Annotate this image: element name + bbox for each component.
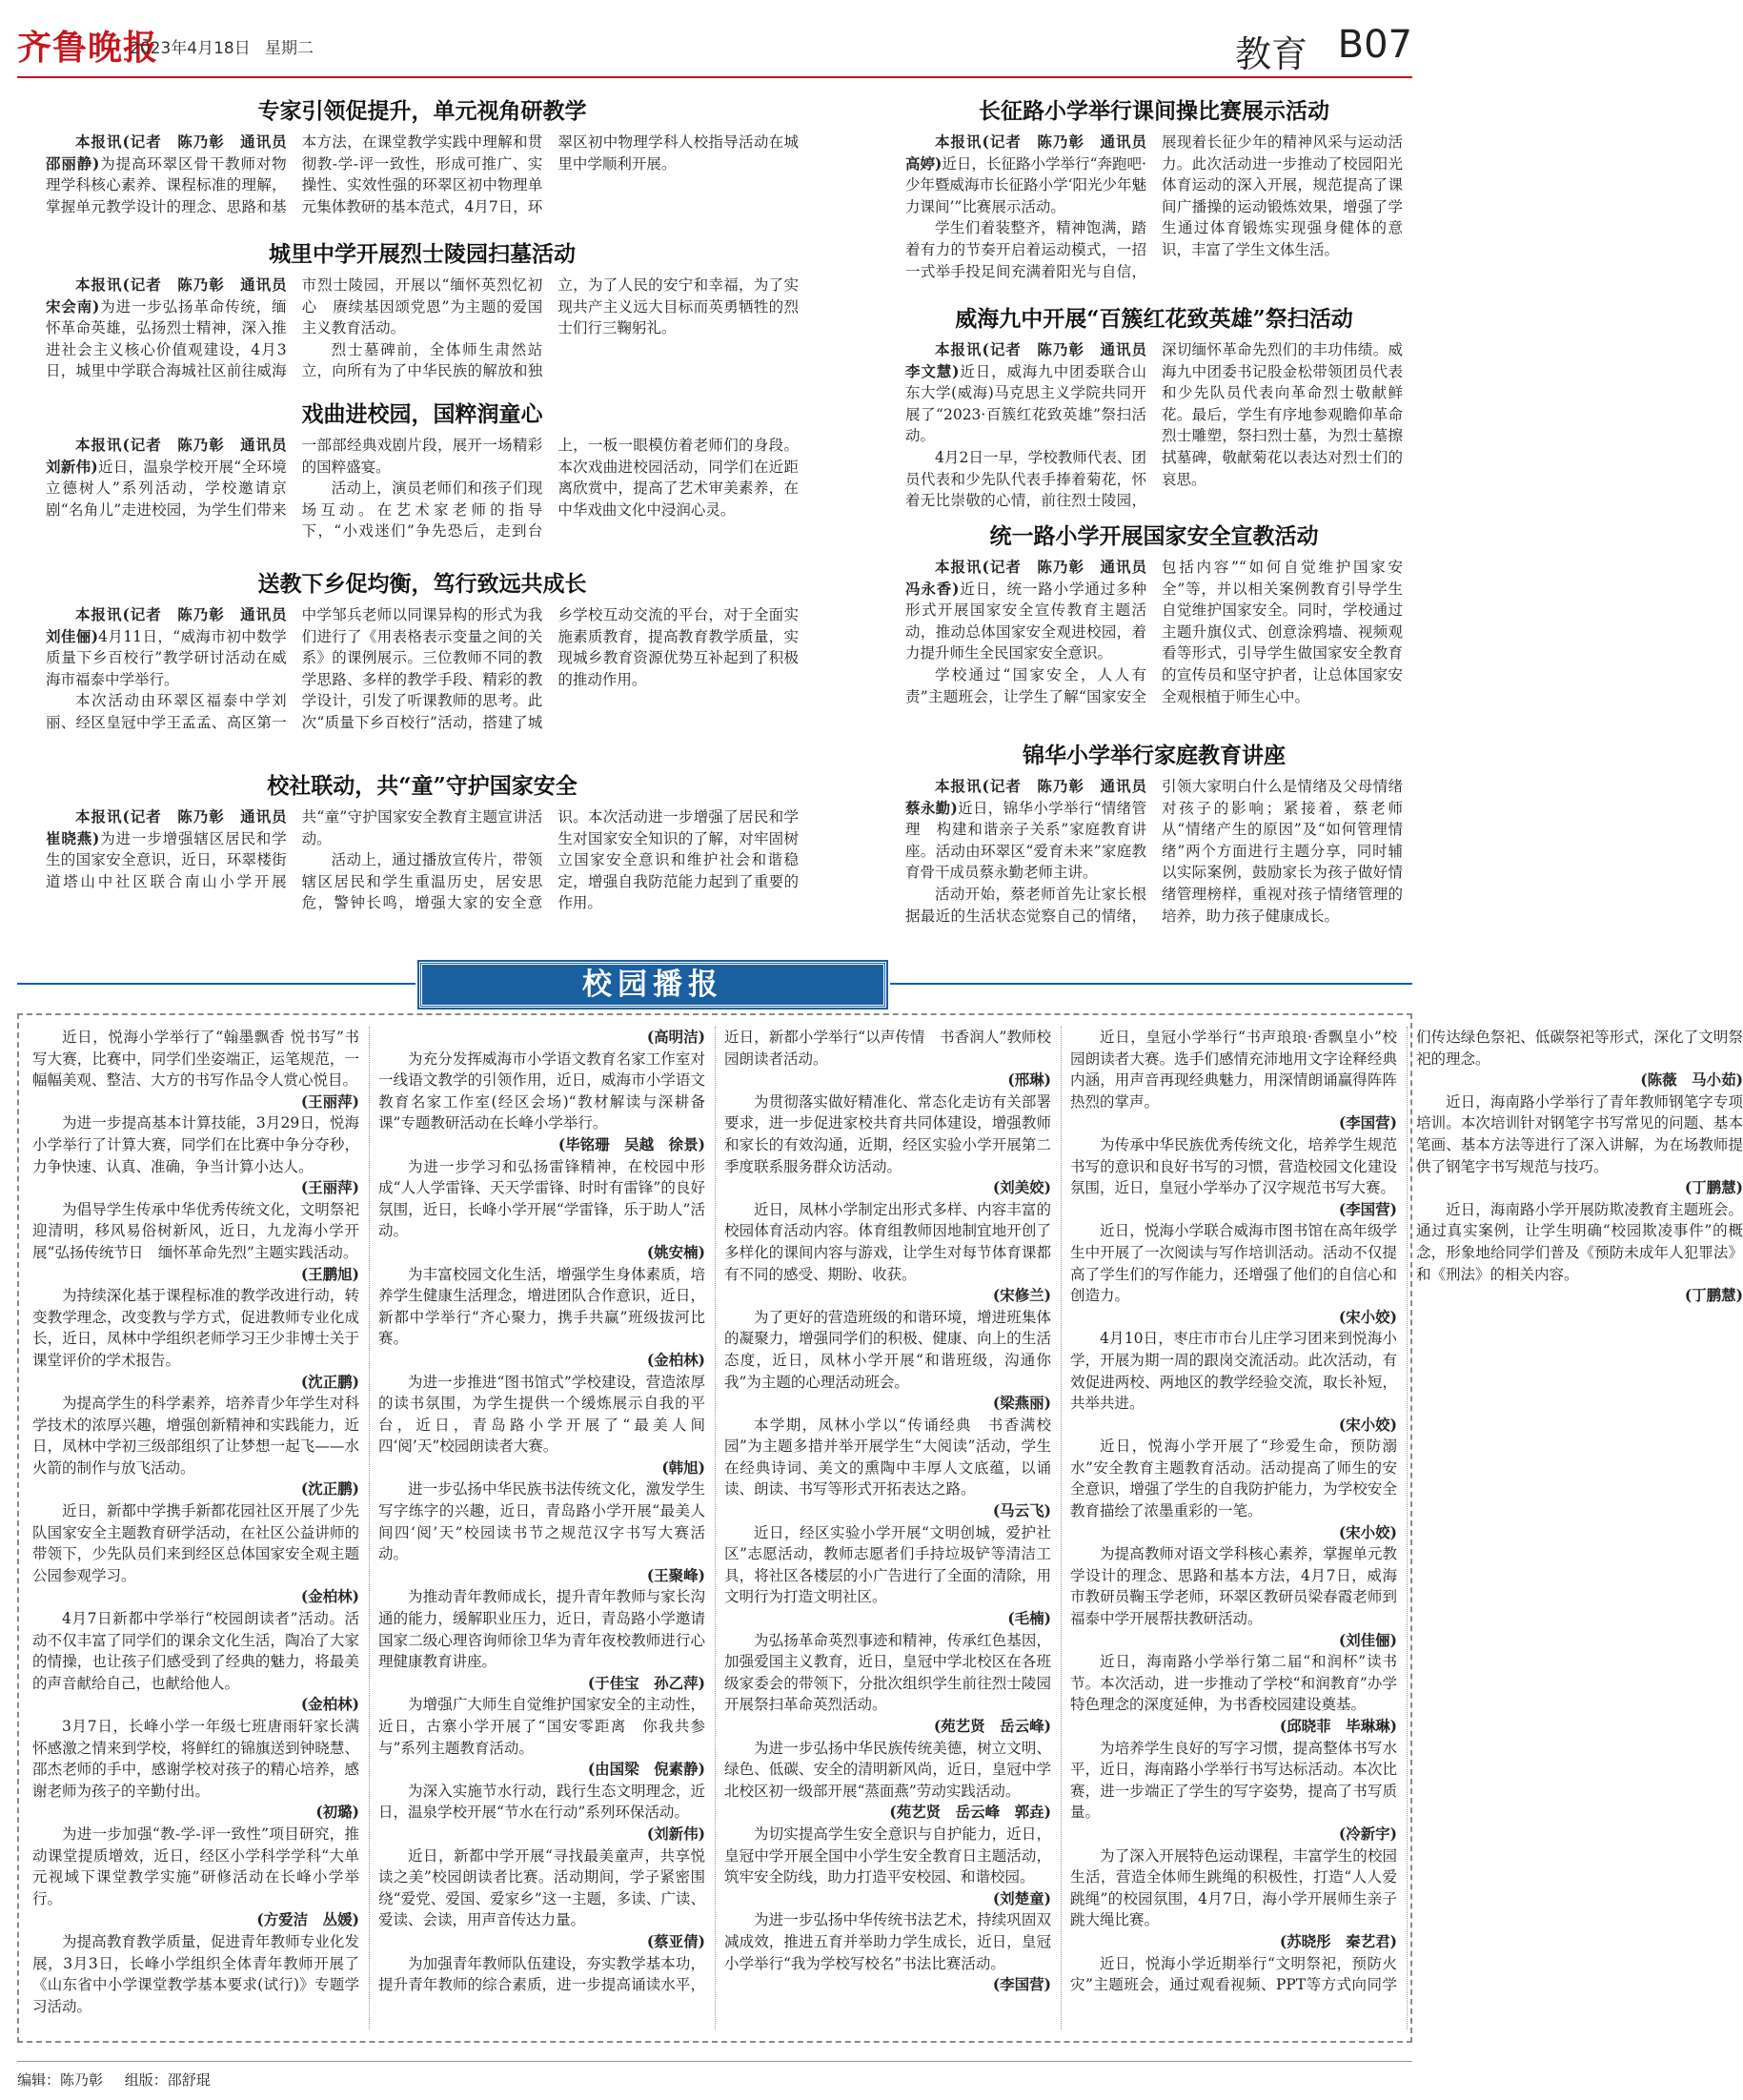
brief-text: 为增强广大师生自觉维护国家安全的主动性，近日，古寨小学开展了“国安零距离 你我共参与”系列主题教育活动。 [378,1696,705,1757]
brief-text: 近日，皇冠小学举行“书声琅琅·香飘皇小”校园朗读者大赛。选手们感情充沛地用文字诠释经典内涵，用声音再现经典魅力，用深情朗诵赢得阵阵热烈的掌声。 [1070,1029,1397,1111]
brief-text: 为提高学生的科学素养，培养青少年学生对科学技术的浓厚兴趣，增强创新精神和实践能力，近日，凤林中学初三级部组织了让梦想一起飞——水火箭的制作与放飞活动。 [32,1395,359,1477]
brief-item [378,1049,705,1156]
article-paragraph: 学生们着装整齐，精神饱满，踏着有力的节奏开启着运动模式，一招一式举手投足间充满着阳光与自信，展现着长征少年的精神风采与运动活力。此次活动进一步推动了校园阳光体育运动的深入开展，规范提高了课间广播操的运动锻炼效果，增强了学生通过体育锻炼实现强身健体的意识，丰富了学生文体生活。 [905,133,1403,280]
brief-author: (方爱洁 丛媛) [256,1910,359,1929]
brief-item [1070,1134,1397,1220]
newspaper-logo: 齐鲁晚报 [17,28,159,68]
masthead [17,15,1412,75]
article-headline: 威海九中开展“百簇红花致英雄”祭扫活动 [955,306,1353,332]
brief-text: 近日，悦海小学开展了“珍爱生命，预防溺水”安全教育主题教育活动。活动提高了师生的安全意识，增强了学生的自我防护能力，为学校安全教育描绘了浓墨重彩的一笔。 [1070,1437,1397,1520]
article [46,398,799,568]
brief-text: 近日，悦海小学联合威海市图书馆在高年级学生中开展了一次阅读与写作培训活动。活动不仅提高了学生们的写作能力，还增强了他们的自信心和创造力。 [1070,1222,1397,1305]
brief-text: 近日，新都中学携手新都花园社区开展了少先队国家安全主题教育研学活动，在社区公益讲师的带领下，少先队员们来到经区总体国家安全观主题公园参观学习。 [32,1502,359,1584]
brief-text: 近日，经区实验小学开展“文明创城，爱护社区”志愿活动，教师志愿者们手持垃圾铲等清洁工具，将社区各楼层的小广告进行了全面的清除，用文明行为打造文明社区。 [724,1523,1051,1606]
article-body [905,557,1403,707]
article-paragraph [905,132,1162,217]
article-text: 近日，锦华小学举行“情绪管理 构建和谐亲子关系”家庭教育讲座。活动由环翠区“爱育未来”家庭教育骨干成员蔡永勤老师主讲。 [905,799,1146,882]
article-headline: 统一路小学开展国家安全宣教活动 [989,523,1319,549]
brief-item [378,1156,705,1264]
brief-text: 为进一步弘扬中华传统书法艺术，持续巩固双减成效，推进五育并举助力学生成长，近日，皇冠小学举行“我为学校写校名”书法比赛活动。 [724,1911,1051,1972]
brief-author: (由国梁 倪素静) [587,1760,705,1779]
brief-text: 近日，新都中学开展“寻找最美童声，共享悦读之美”校园朗读者比赛。活动期间，学子紧密围绕“爱党、爱国、爱家乡”这一主题，多读、广读、爱读、会读，用声音传达力量。 [378,1846,705,1929]
article-headline: 送教下乡促均衡，笃行致远共成长 [257,571,587,597]
brief-author: (丁鹏慧) [1684,1286,1743,1305]
article-paragraph [46,132,799,217]
brief-author: (冷新宇) [1338,1824,1397,1843]
article-body [46,806,799,914]
brief-text: 3月7日，长峰小学一年级七班唐雨轩家长满怀感激之情来到学校，将鲜红的锦旗送到钟晓慧、邵杰老师的手中，感谢学校对孩子的精心培养，感谢老师为孩子的辛勤付出。 [32,1718,359,1800]
brief-author: (李国营) [1338,1113,1397,1132]
article [905,520,1403,740]
article-paragraph: 活动开始，蔡老师首先让家长根据最近的生活状态觉察自己的情绪，引领大家明白什么是情绪及父母情绪对孩子的影响；紧接着，蔡老师从“情绪产生的原因”及“如何管理情绪”两个方面进行主题分享，同时辅以实际案例，鼓励家长为孩子做好情绪管理榜样，重视对孩子情绪管理的培养，助力孩子健康成长。 [905,778,1403,925]
brief-item [724,1091,1051,1199]
article-text: 为提高环翠区骨干教师对物理学科核心素养、课程标准的理解，掌握单元教学设计的理念、思路和基本方法，在课堂教学实践中理解和贯彻教-学-评一致性，形成可推广、实操性、实效性强的环翠区初中物理单元集体教研的基本范式，4月7日，环翠区初中物理学科人校指导活动在城里中学顺利开展。 [46,133,799,215]
brief-author: (沈正鹏) [300,1372,359,1391]
brief-author: (苑艺贤 岳云峰 郭垚) [889,1803,1051,1822]
page-number: B07 [1337,23,1412,67]
brief-item [378,1845,705,1953]
brief-author: (苏晓彤 秦艺君) [1279,1931,1397,1950]
brief-text: 为弘扬革命英烈事迹和精神，传承红色基因，加强爱国主义教育，近日，皇冠中学北校区在各班级家委会的带领下，分批次组织学生前往烈士陵园开展祭扫革命英烈活动。 [724,1631,1051,1714]
brief-author: (刘佳俪) [1338,1630,1397,1649]
article-byline: 本报讯(记者 陈乃彰 通讯员 李文慧) [905,340,1162,380]
brief-author: (刘楚童) [992,1888,1051,1907]
brief-item [378,1694,705,1780]
article-byline: 本报讯(记者 陈乃彰 通讯员 崔晓燕) [46,807,302,847]
article-body [46,604,799,734]
article-byline: 本报讯(记者 陈乃彰 通讯员 刘佳俪) [46,605,302,645]
brief-text: 为了更好的营造班级的和谐环境，增进班集体的凝聚力，增强同学们的积极、健康、向上的生活态度，近日，凤林小学开展“和谐班级，沟通你我”为主题的心理活动班会。 [724,1308,1051,1391]
brief-author: (刘新伟) [646,1824,705,1843]
article-headline: 专家引领促提升，单元视角研教学 [257,98,587,124]
article [905,95,1403,303]
layout-credit: 组版：邵舒琨 [124,2071,211,2089]
page-footer [17,2061,1412,2090]
article-byline: 本报讯(记者 陈乃彰 通讯员 冯永香) [905,558,1162,598]
brief-item [32,1608,359,1716]
brief-author: (王鹏旭) [300,1264,359,1283]
brief-item [724,1909,1051,1995]
brief-item [1070,1027,1397,1134]
brief-item [1070,1543,1397,1651]
article-paragraph [46,604,302,690]
brief-author: (王丽萍) [300,1091,359,1111]
brief-item [724,1415,1051,1522]
brief-author: (于佳宝 孙乙萍) [587,1673,705,1692]
article-paragraph: 本次活动由环翠区福泰中学刘丽、经区皇冠中学王孟孟、高区第一中学邹兵老师以同课异构的形式为我们进行了《用表格表示变量之间的关系》的课例展示。三位教师不同的教学思路、多样的教学手段、精彩的教学设计，引发了听课教师的思考。此次“质量下乡百校行”活动，搭建了城乡学校互动交流的平台，对于全面实施素质教育，提高教育教学质量，实现城乡教育资源优势互补起到了积极的推动作用。 [46,606,799,731]
article [905,303,1403,520]
brief-text: 为进一步学习和弘扬雷锋精神，在校园中形成“人人学雷锋、天天学雷锋、时时有雷锋”的良好氛围，近日，长峰小学开展“学雷锋，乐于助人”活动。 [378,1157,705,1240]
campus-news-banner: 校园播报 [419,962,886,1008]
article-headline: 城里中学开展烈士陵园扫墓活动 [269,241,576,267]
brief-author: (宋修兰) [992,1286,1051,1305]
brief-item [724,1824,1051,1909]
brief-text: 为提高教师对语文学科核心素养，掌握单元教学设计的理念、思路和基本方法，4月7日，威海市教研员鞠玉学老师，环翠区教研员梁春霞老师到福泰中学开展帮扶教研活动。 [1070,1545,1397,1628]
brief-item [724,1630,1051,1738]
brief-author: (陈薇 马小茹) [1640,1070,1743,1090]
article [46,95,799,238]
brief-text: 为丰富校园文化生活，增强学生身体素质，培养学生健康生活理念，增进团队合作意识，近日，新都中学举行“齐心聚力，携手共赢”班级拔河比赛。 [378,1265,705,1348]
brief-text: 近日，凤林小学制定出形式多样、内容丰富的校园体育活动内容。体育组教师因地制宜地开创了多样化的课间内容与游戏，让学生对每节体育课都有不同的感受、期盼、收获。 [724,1200,1051,1283]
brief-author: (刘美姣) [992,1178,1051,1197]
brief-item [378,1586,705,1694]
article-paragraph [905,776,1162,884]
brief-item [1416,1091,1743,1199]
article-text: 近日，温泉学校开展“全环境立德树人”系列活动，学校邀请京剧“名角儿”走进校园，为学生们带来一部部经典戏剧片段，展开一场精彩的国粹盛宴。 [46,437,543,519]
article [46,238,799,398]
brief-item [724,1522,1051,1630]
brief-text: 为了深入开展特色运动课程，丰富学生的校园生活，营造全体师生跳绳的积极性，打造“人人爱跳绳”的校园氛围，4月7日，海小学开展师生亲子跳大绳比赛。 [1070,1846,1397,1929]
article-headline: 校社联动，共“童”守护国家安全 [267,773,578,799]
brief-item [32,1112,359,1198]
article-body [905,776,1403,927]
masthead-rule [17,76,1412,78]
article-headline: 戏曲进校园，国粹润童心 [301,401,543,427]
article-paragraph [905,557,1162,664]
banner-line-left [17,983,415,985]
brief-author: (金柏林) [300,1587,359,1606]
brief-text: 为加强青年教师队伍建设，夯实教学基本功，提升青年教师的综合素质，进一步提高诵读水平，近日，新都小学举行“以声传情 书香润人”教师校园朗读者活动。 [378,1029,1051,1994]
brief-item [1070,1328,1397,1436]
brief-author: (金柏林) [300,1695,359,1714]
brief-author: (毕铭珊 吴越 徐景) [557,1134,705,1153]
article-text: 近日，威海九中团委联合山东大学(威海)马克思主义学院共同开展了“2023·百簇红花致英雄”祭扫活动。 [905,362,1146,445]
brief-item [378,1372,705,1479]
brief-author: (李国营) [1338,1199,1397,1218]
brief-item [724,1199,1051,1307]
brief-author: (宋小姣) [1338,1522,1397,1541]
article-byline: 本报讯(记者 陈乃彰 通讯员 高婷) [905,133,1162,173]
article-byline: 本报讯(记者 陈乃彰 通讯员 邵丽静) [46,133,302,173]
brief-author: (毛楠) [1007,1609,1051,1628]
brief-item [32,1824,359,1931]
article-paragraph: 学校通过“国家安全，人人有责”主题班会，让学生了解“国家安全包括内容”“如何自觉维护国家安全”等，并以相关案例教育引导学生自觉维护国家安全。同时，学校通过主题升旗仪式、创意涂鸦墙、视频观看等形式，引导学生做国家安全教育的宣传员和坚守护者，让总体国家安全观根植于师生心中。 [905,559,1403,705]
brief-text: 为贯彻落实做好精准化、常态化走访有关部署要求，进一步促进家校共育共同体建设，增强教师和家长的有效沟通，近期，经区实验小学开展第二季度联系服务群众访活动。 [724,1092,1051,1175]
brief-item [1416,1199,1743,1307]
article-text: 为进一步弘扬革命传统，缅怀革命英雄，弘扬烈士精神，深入推进社会主义核心价值观建设，4月3日，城里中学联合海城社区前往威海市烈士陵园，开展以“缅怀英烈忆初心 赓续基因颂党恩”为主题的爱国主义教育活动。 [46,276,543,380]
article-paragraph [905,339,1162,447]
brief-author: (马云飞) [992,1501,1051,1520]
brief-item [724,1738,1051,1824]
brief-text: 为进一步弘扬中华民族传统美德，树立文明、绿色、低碳、安全的清明新风尚，近日，皇冠中学北校区初一级部开展“蒸面燕”劳动实践活动。 [724,1739,1051,1800]
brief-author: (金柏林) [646,1350,705,1369]
article-text: 近日，长征路小学举行“奔跑吧·少年暨威海市长征路小学‘阳光少年魅力课间’”比赛展示活动。 [905,154,1146,215]
article-paragraph: 活动上，演员老师们和孩子们现场互动。在艺术家老师的指导下，“小戏迷们”争先恐后，走到台上，一板一眼模仿着老师们的身段。本次戏曲进校园活动，同学们在近距离欣赏中，提高了艺术审美素养，在中华戏曲文化中浸润心灵。 [301,437,799,540]
brief-item [1070,1845,1397,1953]
article-paragraph: 烈士墓碑前，全体师生肃然站立，向所有为了中华民族的解放和独立，为了人民的安宁和幸福，为了实现共产主义远大目标而英勇牺牲的烈士们行三鞠躬礼。 [301,276,799,380]
brief-author: (姚安楠) [646,1242,705,1261]
article-body [46,132,799,217]
article-body [46,435,799,542]
article-text: 为进一步增强辖区居民和学生的国家安全意识，近日，环翠楼街道塔山中社区联合南山小学开展共“童”守护国家安全教育主题宣讲活动。 [46,808,543,890]
issue-date: 2023年4月18日 [130,39,251,58]
brief-text: 近日，海南路小学举行第二届“和润杯”读书节。本次活动，进一步推动了学校“和润教育”办学特色理念的深度延伸，为书香校园建设奠基。 [1070,1653,1397,1714]
brief-author: (王聚峰) [646,1565,705,1584]
brief-item [32,1027,359,1112]
banner-line-right [890,983,1412,985]
article-body [905,132,1403,282]
brief-text: 4月7日新都中学举行“校园朗读者”活动。活动不仅丰富了同学们的课余文化生活，陶冶了大家的情操，也让孩子们感受到了经典的魅力，将最美的声音献给自己，也献给他人。 [32,1610,359,1692]
brief-text: 4月10日，枣庄市市台儿庄学习团来到悦海小学，开展为期一周的跟岗交流活动。此次活动，有效促进两校、两地区的教学经验交流，取长补短，共举共进。 [1070,1330,1397,1413]
brief-text: 近日，海南路小学开展防欺凌教育主题班会。通过真实案例，让学生明确“校园欺凌事件”的概念，形象地给同学们普及《预防未成年人犯罪法》和《刑法》的相关内容。 [1416,1200,1743,1283]
article [46,568,799,770]
article-body [905,339,1403,512]
brief-author: (沈正鹏) [300,1479,359,1499]
brief-text: 本学期，凤林小学以“传诵经典 书香满校园”为主题多措并举开展学生“大阅读”活动，学生在经典诗词、美文的熏陶中丰厚人文底蕴，以诵读、朗读、书写等形式开拓表达之路。 [724,1416,1051,1499]
brief-text: 为进一步推进“图书馆式”学校建设，营造浓厚的读书氛围，为学生提供一个缓炼展示自我的平台，近日，青岛路小学开展了“最美人间四‘阅’天”校园朗读者大赛。 [378,1373,705,1456]
brief-text: 为进一步提高基本计算技能，3月29日，悦海小学举行了计算大赛，同学们在比赛中争分夺秒，力争快速、认真、准确，争当计算小达人。 [32,1114,359,1175]
brief-author: (苑艺贤 岳云峰) [933,1717,1051,1735]
brief-author: (初璐) [315,1803,359,1822]
brief-item [32,1393,359,1500]
brief-item [1070,1651,1397,1737]
issue-weekday: 星期二 [265,39,314,58]
brief-item [32,1285,359,1393]
brief-item [1070,1738,1397,1845]
brief-item [32,1199,359,1285]
brief-author: (邱晓菲 毕琳琳) [1279,1717,1397,1735]
brief-text: 为提高教育教学质量，促进青年教师专业化发展，3月3日，长峰小学组织全体青年教师开展了《山东省中小学课堂教学基本要求(试行)》专题学习活动。 [32,1932,359,2015]
section-name: 教育 [1234,33,1307,75]
brief-text: 为推动青年教师成长，提升青年教师与家长沟通的能力，缓解职业压力，近日，青岛路小学邀请国家二级心理咨询师徐卫华为青年夜校教师进行心理健康教育讲座。 [378,1588,705,1671]
article-headline: 锦华小学举行家庭教育讲座 [1023,743,1286,768]
brief-item [378,1478,705,1586]
article-paragraph: 活动上，通过播放宣传片，带领辖区居民和学生重温历史，居安思危，警钟长鸣，增强大家的安全意识。本次活动进一步增强了居民和学生对国家安全知识的了解，对牢固树立国家安全意识和维护社会和谐稳定，增强自我防范能力起到了重要的作用。 [301,808,799,912]
brief-text: 近日，悦海小学近期举行“文明祭祀，预防火灾”主题班会，通过观看视频、PPT等方式向同学们传达绿色祭祀、低碳祭祀等形式，深化了文明祭祀的理念。 [1070,1029,1743,1994]
editor-credit: 编辑：陈乃彰 [17,2071,104,2089]
brief-item [378,1264,705,1372]
brief-author: (王丽萍) [300,1178,359,1197]
brief-item [724,1307,1051,1415]
campus-briefs-box [17,1013,1743,2043]
brief-text: 为进一步加强“教-学-评一致性”项目研究，推动课堂提质增效，近日，经区小学科学学科“大单元视域下课堂教学实施”研修活动在长峰小学举行。 [32,1825,359,1907]
brief-text: 为切实提高学生安全意识与自护能力，近日，皇冠中学开展全国中小学生安全教育日主题活动，筑牢安全防线，助力打造平安校园、和谐校园。 [724,1825,1051,1886]
brief-author: (李国营) [992,1975,1051,1994]
brief-author: (梁燕丽) [992,1394,1051,1413]
article-byline: 本报讯(记者 陈乃彰 通讯员 宋会南) [46,275,302,316]
brief-text: 进一步弘扬中华民族书法传统文化，激发学生写字练字的兴趣，近日，青岛路小学开展“最美人间四‘阅’天”校园读书节之规范汉字书写大赛活动。 [378,1480,705,1563]
brief-author: (宋小姣) [1338,1415,1397,1434]
brief-author: (丁鹏慧) [1684,1178,1743,1197]
article-byline: 本报讯(记者 陈乃彰 通讯员 蔡永勤) [905,777,1162,817]
brief-author: (蔡亚倩) [646,1931,705,1950]
brief-item [32,1716,359,1824]
brief-item [1070,1220,1397,1328]
brief-item [1070,1436,1397,1543]
brief-text: 为充分发挥威海市小学语文教育名家工作室对一线语文教学的引领作用，近日，威海市小学语文教育名家工作室(经区会场)“教材解读与深耕备课”专题教研活动在长峰小学举行。 [378,1050,705,1132]
brief-author: (邢琳) [1007,1070,1051,1090]
brief-text: 为倡导学生传承中华优秀传统文化，文明祭祀迎清明，移风易俗树新风，近日，九龙海小学开展“弘扬传统节日 缅怀革命先烈”主题实践活动。 [32,1200,359,1261]
brief-author: (宋小姣) [1338,1307,1397,1326]
brief-item [378,1781,705,1845]
brief-text: 为深入实施节水行动，践行生态文明理念，近日，温泉学校开展“节水在行动”系列环保活动。 [378,1782,705,1822]
brief-author: (高明洁) [646,1028,705,1046]
brief-text: 为培养学生良好的写字习惯，提高整体书写水平，近日，海南路小学举行书写达标活动。本次比赛，进一步端正了学生的写字姿势，提高了书写质量。 [1070,1739,1397,1822]
article-text: 近日，统一路小学通过多种形式开展国家安全宣传教育主题活动，推动总体国家安全观进校园，着力提升师生全民国家安全意识。 [905,580,1146,663]
brief-text: 为持续深化基于课程标准的教学改进行动，转变教学理念，改变教与学方式，促进教师专业化成长，近日，凤林中学组织老师学习王少非博士关于课堂评价的学术报告。 [32,1287,359,1369]
brief-text: 为传承中华民族优秀传统文化，培养学生规范书写的意识和良好书写的习惯，营造校园文化建设氛围，近日，皇冠小学举办了汉字规范书写大赛。 [1070,1135,1397,1197]
article-byline: 本报讯(记者 陈乃彰 通讯员 刘新伟) [46,436,302,476]
article [905,740,1403,955]
article-body [46,275,799,382]
campus-briefs-columns [32,1027,1743,2029]
article-paragraph: 4月2日一早，学校教师代表、团员代表和少先队代表手捧着菊花，怀着无比崇敬的心情，前往烈士陵园，深切缅怀革命先烈们的丰功伟绩。威海九中团委书记股金松带领团员代表和少先队员代表向革命烈士敬献鲜花。最后，学生有序地参观瞻仰革命烈士雕塑，祭扫烈士墓，为烈士墓擦拭墓碑，敬献菊花以表达对烈士们的哀思。 [905,341,1403,510]
article [46,770,799,944]
brief-text: 近日，悦海小学举行了“翰墨飘香 悦书写”书写大赛，比赛中，同学们坐姿端正，运笔规范，一幅幅美观、整洁、大方的书写作品令人赏心悦目。 [32,1029,359,1090]
article-text: 4月11日，“威海市初中数学质量下乡百校行”教学研讨活动在威海市福泰中学举行。 [46,627,287,688]
article-headline: 长征路小学举行课间操比赛展示活动 [979,98,1329,124]
brief-author: (韩旭) [661,1458,705,1477]
brief-text: 近日，海南路小学举行了青年教师钢笔字专项培训。本次培训针对钢笔字书写常见的问题、基本笔画、基本方法等进行了深入讲解，为在场教师提供了钢笔字书写规范与技巧。 [1416,1092,1743,1175]
brief-item [32,1500,359,1608]
